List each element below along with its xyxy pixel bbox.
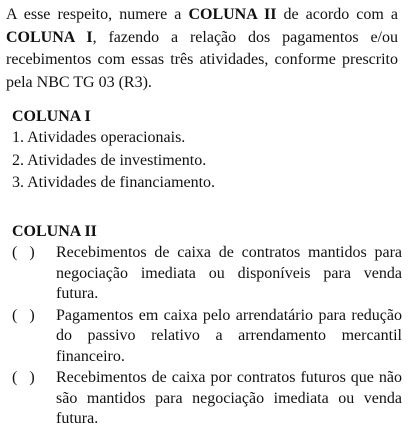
answer-blank-3[interactable]: ( )	[12, 369, 35, 386]
coluna-i-item-2: 2. Atividades de investimento.	[12, 151, 207, 169]
coluna-ii-item-3-text: Recebimentos de caixa por contratos futuros que não são mantidos para negociação imediata ou venda futura.	[56, 369, 402, 427]
coluna-ii-item-2	[12, 306, 404, 368]
coluna-ii-item-2-text: Pagamentos em caixa pelo arrendatário para redução do passivo relativo a arrendamento mercantil financeiro.	[56, 306, 402, 365]
intro-bold-coluna-i: COLUNA I	[6, 28, 93, 46]
intro-bold-coluna-ii: COLUNA II	[188, 6, 277, 23]
answer-blank-2[interactable]: ( )	[12, 306, 35, 324]
answer-blank-1[interactable]: ( )	[12, 244, 35, 261]
coluna-i-item-1: 1. Atividades operacionais.	[12, 129, 186, 146]
coluna-ii-item-1	[12, 243, 404, 305]
coluna-i-item-3: 3. Atividades de financiamento.	[12, 174, 216, 191]
coluna-ii-section	[12, 221, 404, 430]
coluna-i-title: COLUNA I	[12, 108, 91, 125]
intro-paragraph	[6, 4, 398, 94]
intro-text-2: de acordo com a	[276, 6, 399, 23]
coluna-ii-item-1-text: Recebimentos de caixa de contratos mantidos para negociação imediata ou disponíveis para venda futura.	[56, 244, 402, 302]
coluna-ii-title: COLUNA II	[12, 223, 97, 240]
intro-text-1: A esse respeito, numere a	[6, 6, 189, 23]
intro-text-3: , fazendo a relação dos pagamentos e/ou recebimentos com essas três atividades, conforme prescrito pela NBC TG 03 (R3).	[6, 28, 399, 91]
coluna-i-section	[12, 106, 402, 195]
coluna-ii-item-3	[12, 368, 404, 430]
